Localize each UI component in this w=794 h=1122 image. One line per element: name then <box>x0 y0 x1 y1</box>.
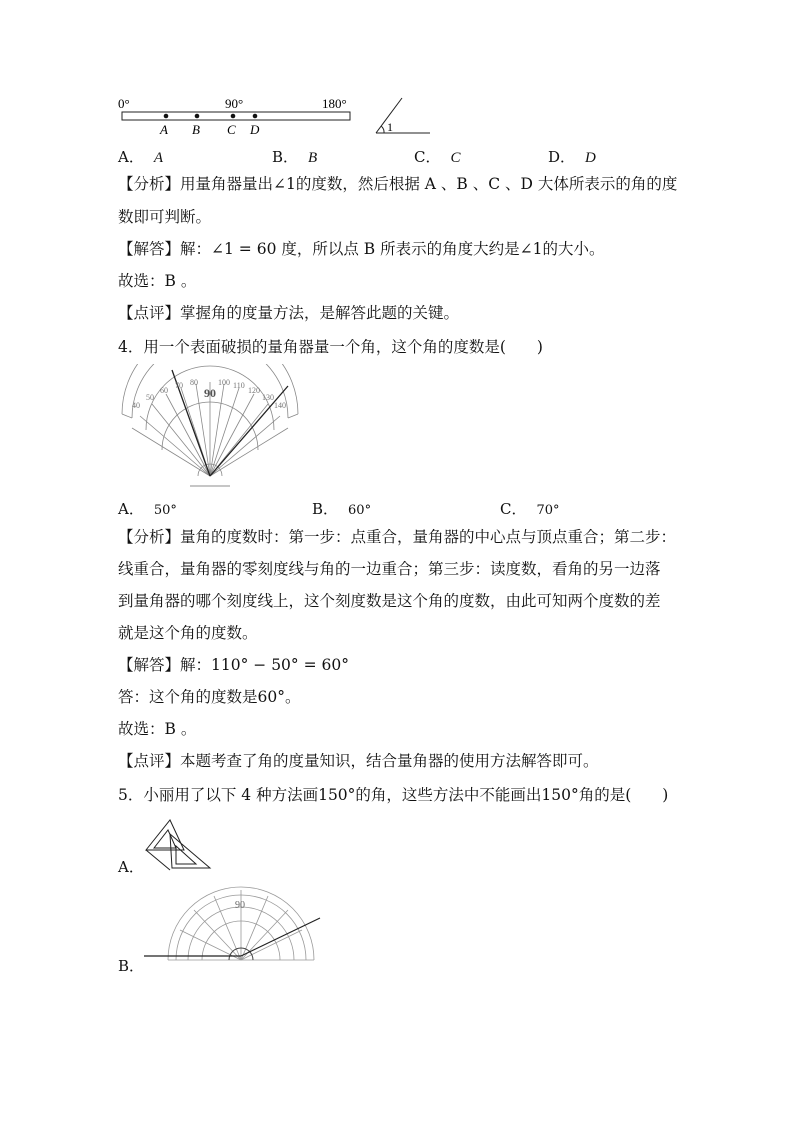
angle-arc <box>381 126 384 133</box>
q4-analysis-line2: 线重合，量角器的零刻度线与角的一边重合；第三步：读度数，看角的另一边落 <box>118 560 661 578</box>
q4-label-120: 120 <box>248 386 260 395</box>
q4-analysis-line1: 【分析】量角的度数时：第一步：点重合，量角器的中心点与顶点重合；第二步： <box>118 528 677 546</box>
q3-option-b[interactable]: B． B <box>272 148 318 166</box>
point-label-a: A <box>160 122 168 137</box>
q4-stem: 4．用一个表面破损的量角器量一个角，这个角的度数是( ) <box>118 338 543 356</box>
point-b <box>195 114 200 119</box>
q3-option-d[interactable]: D． D <box>548 148 596 166</box>
q4-label-60: 60 <box>160 386 168 395</box>
q3-answer: 【解答】解：∠1 = 60 度，所以点 B 所表示的角度大约是∠1的大小。 <box>118 240 605 258</box>
q5-protractor-label-90: 90 <box>235 900 245 911</box>
q5-angle-ray <box>241 918 320 956</box>
scale-bar <box>122 112 350 120</box>
q4-label-110: 110 <box>233 381 245 390</box>
q3-analysis-line1: 【分析】用量角器量出∠1的度数，然后根据 A 、B 、C 、D 大体所表示的角的度 <box>118 175 678 193</box>
q4-label-140: 140 <box>274 401 286 410</box>
q4-label-90: 90 <box>204 386 216 400</box>
q4-analysis-line3: 到量角器的哪个刻度线上，这个刻度数是这个角的度数，由此可知两个度数的差 <box>118 592 661 610</box>
angle-label-1: 1 <box>387 120 393 134</box>
q3-option-c[interactable]: C． C <box>414 148 461 166</box>
tick-label-90: 90° <box>225 96 244 111</box>
point-label-d: D <box>250 122 260 137</box>
point-d <box>253 114 258 119</box>
q5-stem: 5．小丽用了以下 4 种方法画150°的角，这些方法中不能画出150°角的是( ) <box>118 786 669 804</box>
tick-label-0: 0° <box>118 96 130 111</box>
q4-choice: 故选：B 。 <box>118 720 197 738</box>
q4-label-50: 50 <box>146 393 154 402</box>
q5-option-a[interactable]: A． <box>118 858 144 876</box>
q3-analysis-tag: 【分析】 <box>118 175 181 193</box>
q4-analysis-line4: 就是这个角的度数。 <box>118 624 258 642</box>
point-label-c: C <box>227 122 236 137</box>
q4-label-70: 70 <box>175 381 183 390</box>
q4-answer: 【解答】解：110° − 50° = 60° <box>118 656 349 674</box>
point-c <box>231 114 236 119</box>
q3-analysis-line2: 数即可判断。 <box>118 208 212 226</box>
q3-choice: 故选：B 。 <box>118 272 197 290</box>
q4-label-100: 100 <box>218 378 230 387</box>
q4-label-130: 130 <box>262 393 274 402</box>
scale-figure <box>112 94 432 142</box>
q4-reply: 答：这个角的度数是60°。 <box>118 688 301 706</box>
q4-comment: 【点评】本题考查了角的度量知识，结合量角器的使用方法解答即可。 <box>118 752 599 770</box>
q3-option-a[interactable]: A． A <box>118 148 164 166</box>
q5-protractor-figure <box>144 882 322 966</box>
q4-label-40: 40 <box>132 401 140 410</box>
q3-comment: 【点评】掌握角的度量方法，是解答此题的关键。 <box>118 304 460 322</box>
point-a <box>164 114 169 119</box>
q4-option-a[interactable]: A． 50° <box>118 500 177 518</box>
q4-option-c[interactable]: C． 70° <box>500 500 560 518</box>
point-label-b: B <box>192 122 200 137</box>
q4-protractor-figure <box>118 364 302 492</box>
q5-option-b[interactable]: B． <box>118 957 145 975</box>
q4-label-80: 80 <box>190 378 198 387</box>
tick-label-180: 180° <box>322 96 347 111</box>
q4-option-b[interactable]: B． 60° <box>312 500 372 518</box>
q5-set-square-figure <box>140 818 216 872</box>
